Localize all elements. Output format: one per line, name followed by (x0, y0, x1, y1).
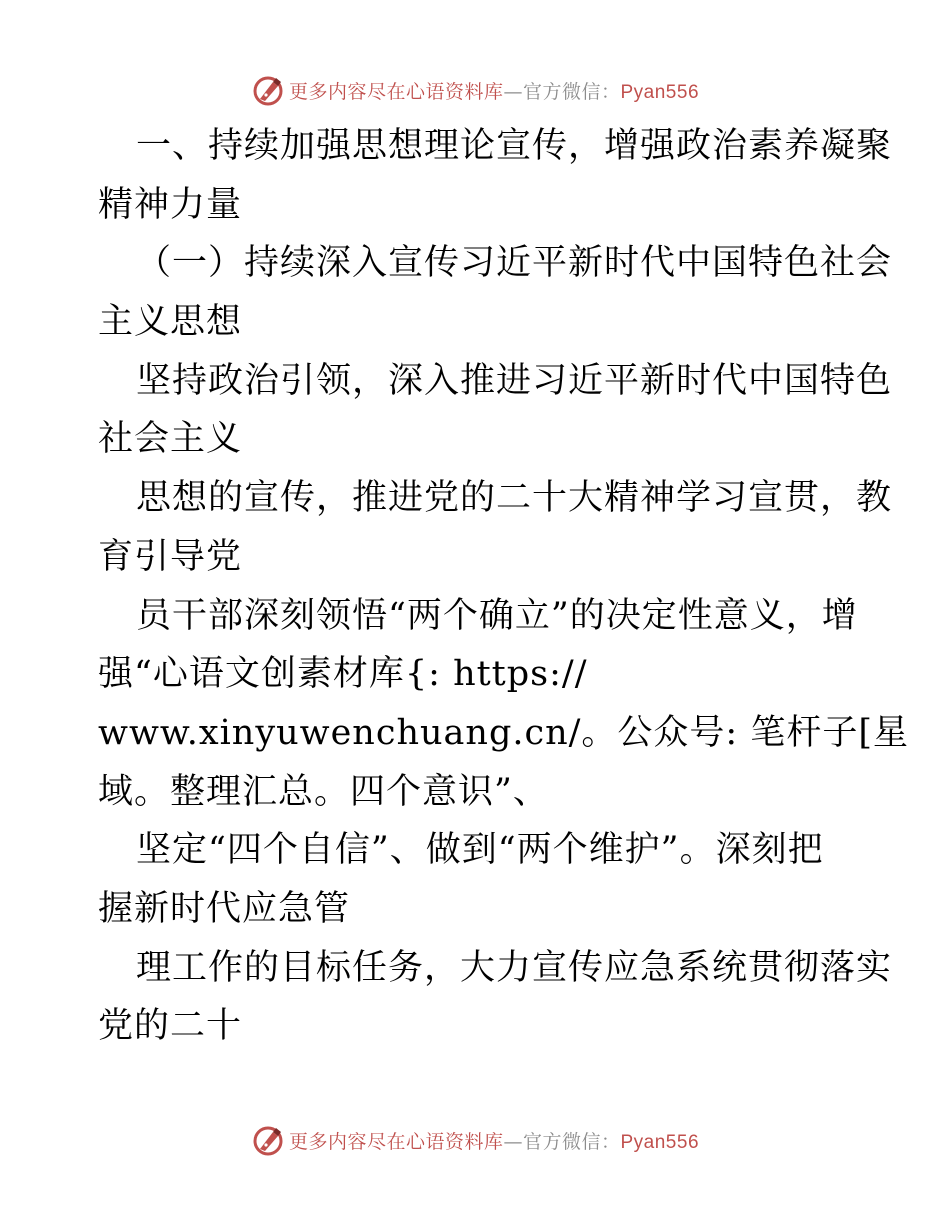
subsection-heading: （一）持续深入宣传习近平新时代中国特色社会 (136, 243, 893, 284)
document-body (98, 117, 909, 1056)
section-heading-continued: 精神力量 (98, 184, 243, 225)
paragraph-line: 育引导党 (98, 536, 243, 577)
paragraph-line: 强“心语文创素材库{: https:// (98, 654, 588, 695)
paragraph-line: 理工作的目标任务，大力宣传应急系统贯彻落实 (136, 947, 893, 988)
header-banner (0, 70, 950, 110)
paragraph-line: 员干部深刻领悟“两个确立”的决定性意义，增 (136, 595, 858, 636)
paragraph-line: 社会主义 (98, 419, 243, 460)
paragraph-line: 域。整理汇总。四个意识”、 (98, 771, 549, 812)
banner-text: 更多内容尽在心语资料库—官方微信：Pyan556 (288, 1130, 700, 1153)
paragraph-line: 思想的宣传，推进党的二十大精神学习宣贯，教 (136, 478, 893, 519)
paragraph-line: 握新时代应急管 (98, 888, 351, 929)
section-heading: 一、持续加强思想理论宣传，增强政治素养凝聚 (136, 126, 893, 166)
subsection-heading-continued: 主义思想 (98, 302, 243, 343)
paragraph-line: 党的二十 (98, 1006, 243, 1047)
paragraph-line: 坚持政治引领，深入推进习近平新时代中国特色 (136, 360, 893, 401)
footer-banner (0, 1120, 950, 1160)
paragraph-line: www.xinyuwenchuang.cn/。公众号: 笔杆子[星 (98, 712, 909, 753)
pen-nib-logo-icon (251, 1123, 285, 1157)
paragraph-line: 坚定“四个自信”、做到“两个维护”。深刻把 (136, 830, 824, 871)
banner-text: 更多内容尽在心语资料库—官方微信：Pyan556 (288, 80, 700, 103)
pen-nib-logo-icon (251, 73, 285, 107)
